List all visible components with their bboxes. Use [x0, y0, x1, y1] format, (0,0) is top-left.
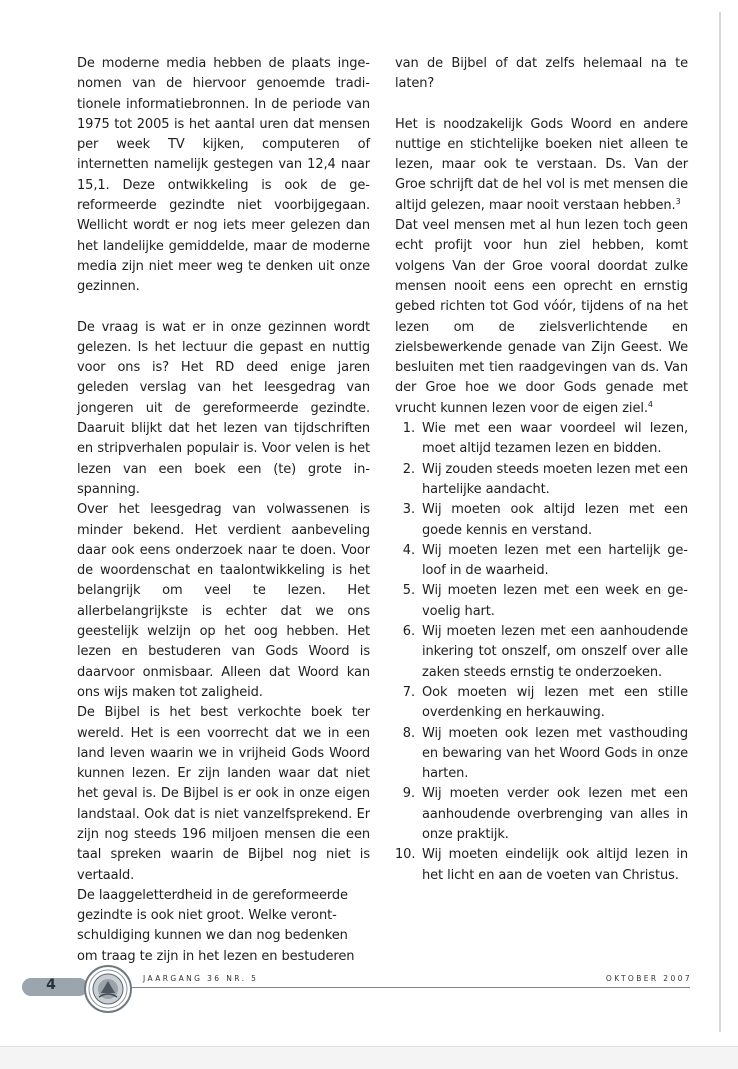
- paragraph-understanding: Het is noodzakelijk Gods Woord en andere nuttige en stichtelijke boeken niet alleen te lezen, maar ook te verstaan. Ds. Van der Groe schrijft dat de hel vol is met mensen die altijd gelezen, maar nooit verstaan hebben.$^3$: [395, 116, 688, 213]
- page-bottom-edge: [0, 1046, 738, 1069]
- page-footer: [0, 960, 738, 1014]
- paragraph-media: De moderne media hebben de plaats ingenomen van de hiervoor genoemde traditionele informatiebronnen. In de periode van 1975 tot 2005 is het aantal uren dat mensen per week TV kijken, computeren of internetten namelijk gestegen van 12,4 naar 15,1. Deze ontwikkeling is ook de gereformeerde gezindte niet voorbijgegaan. Wellicht wordt er nog iets meer gelezen dan het landelijke gemiddelde, maar de moderne media zijn niet meer weg te denken uit onze gezinnen.: [77, 56, 370, 295]
- list-item: 5. Wij moeten lezen met een week en gevoelig hart.: [402, 583, 688, 619]
- issue-label: JAARGANG 36 NR. 5: [143, 974, 262, 983]
- paragraph-continuation: van de Bijbel of dat zelfs helemaal na te laten?: [395, 56, 688, 92]
- footnote-ref-3: 3: [675, 196, 681, 206]
- footnote-ref-4: 4: [647, 399, 653, 409]
- list-item: 1. Wie met een waar voordeel wil lezen, moet altijd tezamen lezen en bidden.: [402, 421, 688, 457]
- advice-list: [395, 419, 688, 886]
- list-item: 7. Ook moeten wij lezen met een stille overdenking en herkauwing.: [402, 684, 688, 721]
- left-column: [77, 54, 370, 967]
- list-item: 4. Wij moeten lezen met een hartelijk geloof in de waarheid.: [402, 542, 688, 579]
- paragraph-reading-question: De vraag is wat er in onze gezinnen wordt gelezen. Is het lectuur die gepast en nuttig voor ons is? Het RD deed enige jaren geleden verslag van het leesgedrag van jongeren uit de gereformeerde gezindte. Daaruit blijkt dat het lezen van tijdschriften en stripverhalen populair is. Voor velen is het lezen van een boek een (te) grote inspanning.: [77, 319, 370, 497]
- list-item: 6. Wij moeten lezen met een aanhoudende inkering tot onszelf, om onszelf over alle zaken steeds ernstig te onderzoeken.: [402, 624, 688, 680]
- issue-date: OKTOBER 2007: [602, 974, 692, 983]
- list-item: 9. Wij moeten verder ook lezen met een aanhoudende overbrenging van alles in onze praktijk.: [402, 786, 688, 842]
- list-item: 3. Wij moeten ook altijd lezen met een goede kennis en verstand.: [402, 502, 688, 538]
- right-column: [395, 54, 688, 886]
- paragraph-prayer: Dat veel mensen met al hun lezen toch geen echt profijt voor hun ziel hebben, komt volgens Van der Groe vooral doordat zulke mensen nooit eens een oprecht en ernstig gebed richten tot God vóór, tijdens of na het lezen om de zielsverlichtende en zielsbewerkende genade van Zijn Geest. We besluiten met tien raadgevingen van ds. Van der Groe hoe we door Gods genade met vrucht kunnen lezen voor de eigen ziel.$^4$: [395, 218, 688, 416]
- page-margin-rule: [719, 12, 721, 1032]
- list-item: 2. Wij zouden steeds moeten lezen met een hartelijke aandacht.: [402, 461, 688, 497]
- page-number: 4: [46, 977, 56, 993]
- list-item: 10. Wij moeten eindelijk ook altijd lezen in het licht en aan de voeten van Christus.: [395, 847, 688, 883]
- magazine-logo-icon: [84, 965, 132, 1013]
- paragraph-literacy: De laaggeletterdheid in de gereformeerde gezindte is ook niet groot. Welke verontschuldiging kunnen we dan nog bedenken om traag te zijn in het lezen en bestuderen: [77, 887, 355, 964]
- paragraph-adult-reading: Over het leesgedrag van volwassenen is minder bekend. Het verdient aanbeveling daar ook eens onderzoek naar te doen. Voor de woordenschat en taalontwikkeling is het belangrijk om veel te lezen. Het allerbelangrijkste is echter dat we ons geestelijk welzijn op het oog hebben. Het lezen en bestuderen van Gods Woord is daarvoor onmisbaar. Alleen dat Woord kan ons wijs maken tot zaligheid.: [77, 502, 370, 700]
- footer-rule: [130, 987, 690, 988]
- paragraph-bible: De Bijbel is het best verkochte boek ter wereld. Het is een voorrecht dat we in een land leven waarin we in vrijheid Gods Woord kunnen lezen. Er zijn landen waar dat niet het geval is. De Bijbel is er ook in onze eigen landstaal. Ook dat is niet vanzelfsprekend. Er zijn nog steeds 196 miljoen mensen die een taal spreken waarin de Bijbel nog niet is vertaald.: [77, 705, 370, 883]
- list-item: 8. Wij moeten ook lezen met vasthouding en bewaring van het Woord Gods in onze harten.: [402, 725, 688, 782]
